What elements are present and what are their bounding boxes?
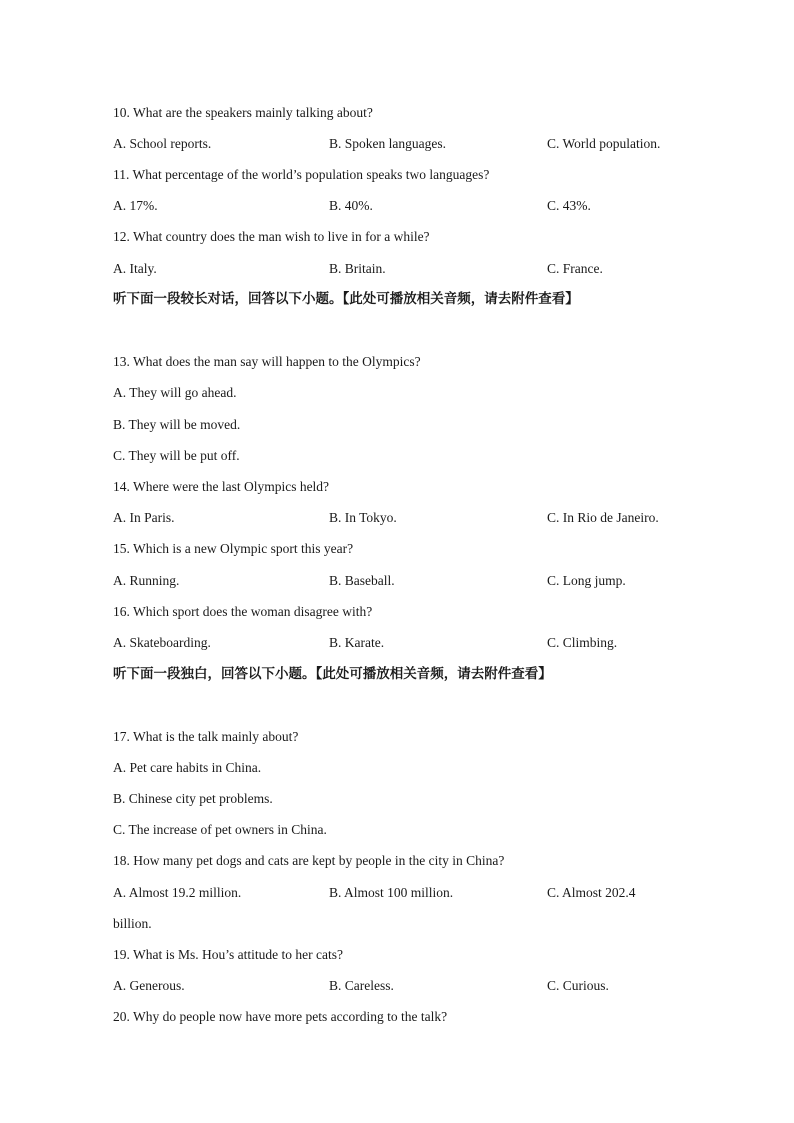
option-18-a: A. Almost 19.2 million.	[113, 885, 242, 900]
options-15	[0, 573, 794, 589]
option-18-c: C. Almost 202.4	[547, 885, 636, 900]
option-18-b: B. Almost 100 million.	[329, 885, 454, 900]
option-15-c: C. Long jump.	[547, 573, 626, 588]
option-16-b: B. Karate.	[329, 635, 385, 650]
option-12-a: A. Italy.	[113, 261, 157, 276]
option-12-c: C. France.	[547, 261, 603, 276]
option-16-a: A. Skateboarding.	[113, 635, 211, 650]
option-10-b: B. Spoken languages.	[329, 136, 446, 151]
option-17-c: C. The increase of pet owners in China.	[113, 822, 327, 837]
option-11-a: A. 17%.	[113, 198, 158, 213]
option-19-c: C. Curious.	[547, 978, 609, 993]
question-18: 18. How many pet dogs and cats are kept by people in the city in China?	[113, 853, 505, 868]
option-13-c: C. They will be put off.	[113, 448, 240, 463]
option-14-c: C. In Rio de Janeiro.	[547, 510, 659, 525]
option-14-a: A. In Paris.	[113, 510, 175, 525]
option-19-b: B. Careless.	[329, 978, 394, 993]
options-18	[0, 885, 794, 901]
question-20: 20. Why do people now have more pets according to the talk?	[113, 1009, 448, 1024]
question-13: 13. What does the man say will happen to the Olympics?	[113, 354, 421, 369]
options-14	[0, 510, 794, 526]
options-16	[0, 635, 794, 651]
option-15-a: A. Running.	[113, 573, 180, 588]
section-instruction-dialogue: 听下面一段较长对话，回答以下小题。【此处可播放相关音频，请去附件查看】	[113, 291, 579, 307]
option-15-b: B. Baseball.	[329, 573, 395, 588]
option-13-a: A. They will go ahead.	[113, 385, 237, 400]
option-18-c-continuation: billion.	[113, 916, 152, 931]
option-10-c: C. World population.	[547, 136, 661, 151]
option-12-b: B. Britain.	[329, 261, 386, 276]
option-17-b: B. Chinese city pet problems.	[113, 791, 273, 806]
question-14: 14. Where were the last Olympics held?	[113, 479, 330, 494]
options-10	[0, 136, 794, 152]
question-16: 16. Which sport does the woman disagree with?	[113, 604, 373, 619]
question-11: 11. What percentage of the world’s population speaks two languages?	[113, 167, 490, 182]
options-19	[0, 978, 794, 994]
option-13-b: B. They will be moved.	[113, 417, 241, 432]
option-14-b: B. In Tokyo.	[329, 510, 397, 525]
options-12	[0, 261, 794, 277]
options-11	[0, 198, 794, 214]
question-10: 10. What are the speakers mainly talking about?	[113, 105, 373, 120]
question-17: 17. What is the talk mainly about?	[113, 729, 299, 744]
option-11-c: C. 43%.	[547, 198, 591, 213]
question-15: 15. Which is a new Olympic sport this year?	[113, 541, 354, 556]
question-12: 12. What country does the man wish to live in for a while?	[113, 229, 430, 244]
option-19-a: A. Generous.	[113, 978, 185, 993]
section-instruction-monologue: 听下面一段独白，回答以下小题。【此处可播放相关音频，请去附件查看】	[113, 666, 552, 682]
option-16-c: C. Climbing.	[547, 635, 618, 650]
option-17-a: A. Pet care habits in China.	[113, 760, 262, 775]
option-10-a: A. School reports.	[113, 136, 212, 151]
option-11-b: B. 40%.	[329, 198, 373, 213]
question-19: 19. What is Ms. Hou’s attitude to her cats?	[113, 947, 343, 962]
